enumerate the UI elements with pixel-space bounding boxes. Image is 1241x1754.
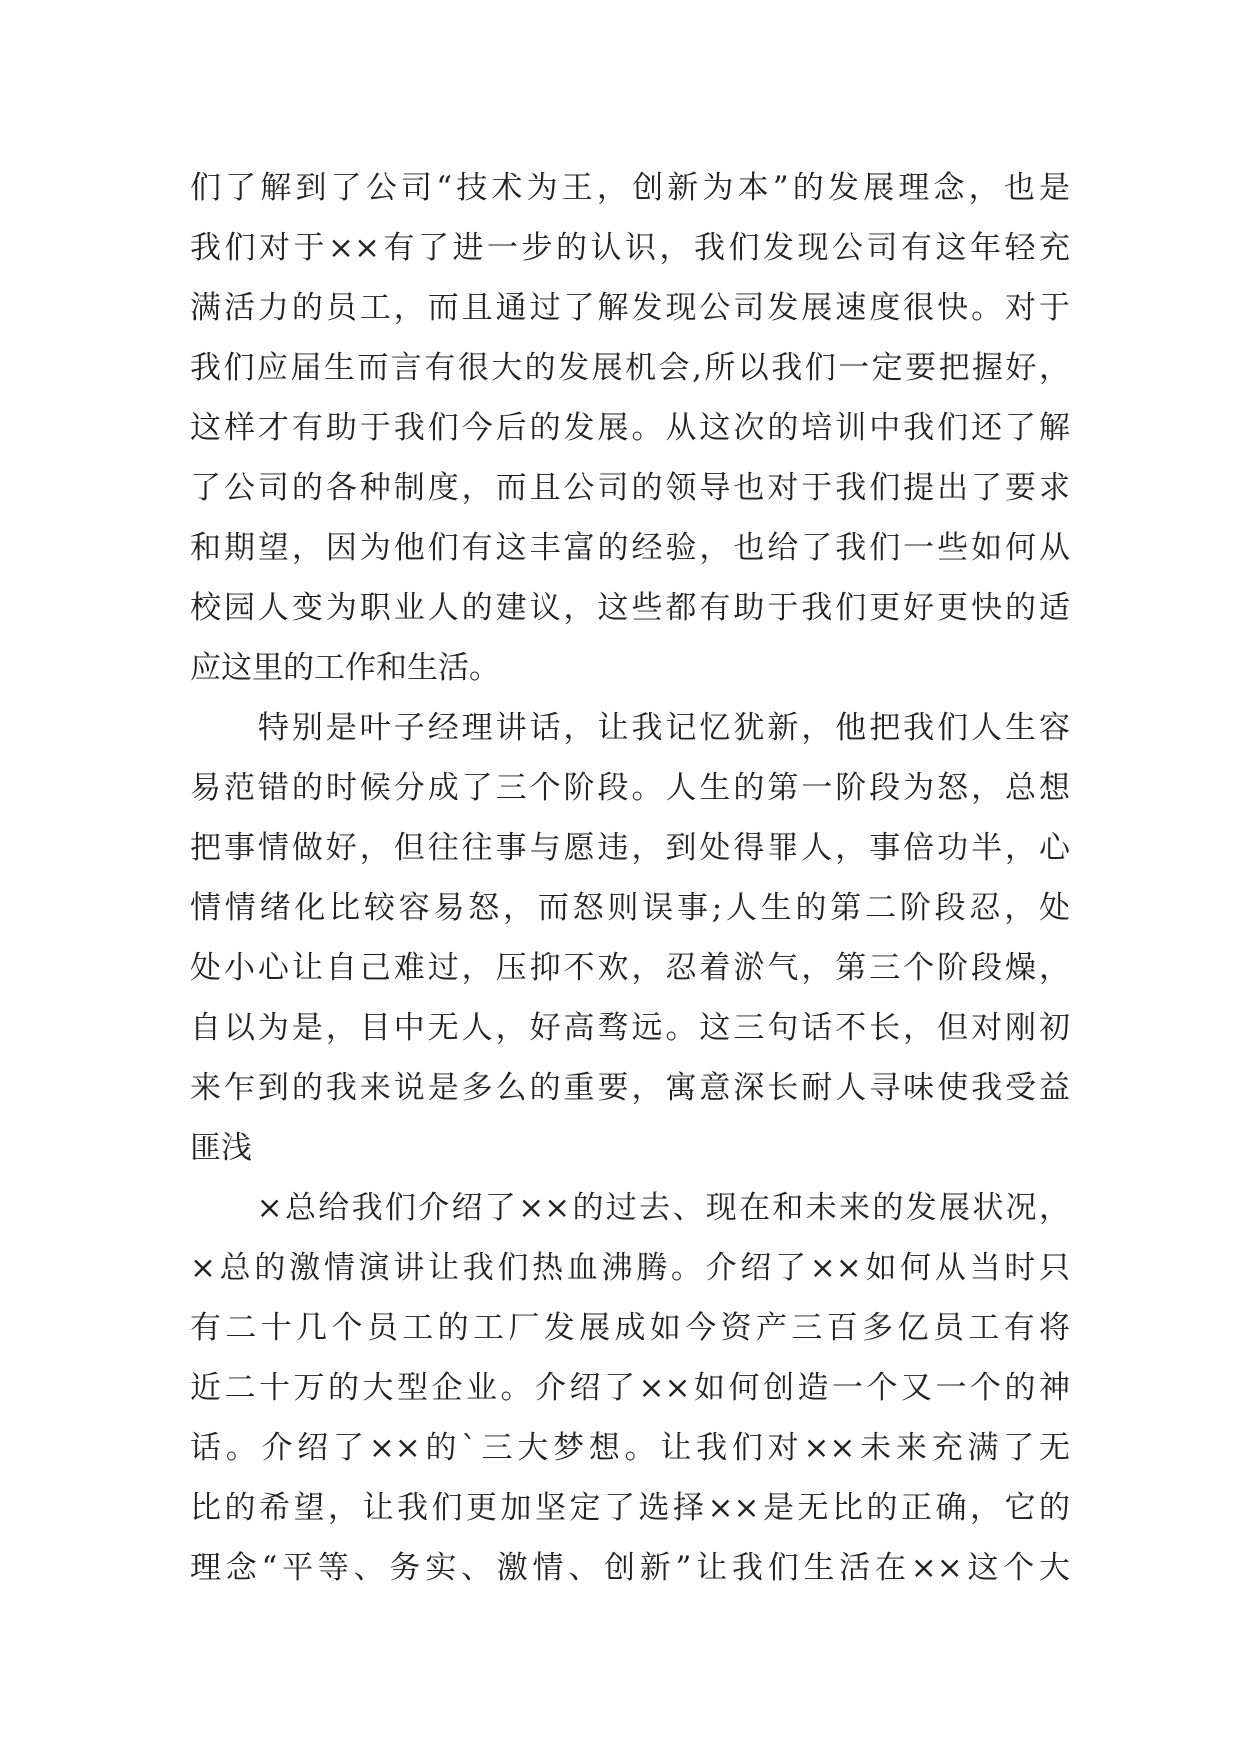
text-line: 理念“平等、务实、激情、创新”让我们生活在××这个大	[190, 1550, 1070, 1586]
text-line: 话。介绍了××的`三大梦想。让我们对××未来充满了无	[190, 1430, 1070, 1466]
body-text	[190, 158, 1070, 1598]
text-line: 们了解到了公司“技术为王，创新为本”的发展理念，也是	[190, 170, 1070, 206]
text-line: 了公司的各种制度，而且公司的领导也对于我们提出了要求	[190, 470, 1070, 506]
text-line: 把事情做好，但往往事与愿违，到处得罪人，事倍功半，心	[190, 830, 1070, 866]
text-line: 和期望，因为他们有这丰富的经验，也给了我们一些如何从	[190, 530, 1070, 566]
text-line: 满活力的员工，而且通过了解发现公司发展速度很快。对于	[190, 290, 1070, 326]
text-line: 情情绪化比较容易怒，而怒则误事;人生的第二阶段忍，处	[190, 890, 1070, 926]
text-line: 来乍到的我来说是多么的重要，寓意深长耐人寻味使我受益	[190, 1070, 1070, 1106]
text-line: 特别是叶子经理讲话，让我记忆犹新，他把我们人生容	[190, 710, 1070, 746]
text-line: 匪浅	[190, 1130, 252, 1166]
text-line: ×总给我们介绍了××的过去、现在和未来的发展状况，	[190, 1190, 1070, 1226]
text-line: 应这里的工作和生活。	[190, 650, 500, 686]
text-line: 我们应届生而言有很大的发展机会,所以我们一定要把握好，	[190, 350, 1070, 386]
text-line: ×总的激情演讲让我们热血沸腾。介绍了××如何从当时只	[190, 1250, 1070, 1286]
text-line: 易范错的时候分成了三个阶段。人生的第一阶段为怒，总想	[190, 770, 1070, 806]
text-line: 自以为是，目中无人，好高骛远。这三句话不长，但对刚初	[190, 1010, 1070, 1046]
text-line: 近二十万的大型企业。介绍了××如何创造一个又一个的神	[190, 1370, 1070, 1406]
text-line: 这样才有助于我们今后的发展。从这次的培训中我们还了解	[190, 410, 1070, 446]
text-line: 处小心让自己难过，压抑不欢，忍着淤气，第三个阶段燥，	[190, 950, 1070, 986]
text-line: 比的希望，让我们更加坚定了选择××是无比的正确，它的	[190, 1490, 1070, 1526]
text-line: 校园人变为职业人的建议，这些都有助于我们更好更快的适	[190, 590, 1070, 626]
text-line: 有二十几个员工的工厂发展成如今资产三百多亿员工有将	[190, 1310, 1070, 1346]
text-line: 我们对于××有了进一步的认识，我们发现公司有这年轻充	[190, 230, 1070, 266]
